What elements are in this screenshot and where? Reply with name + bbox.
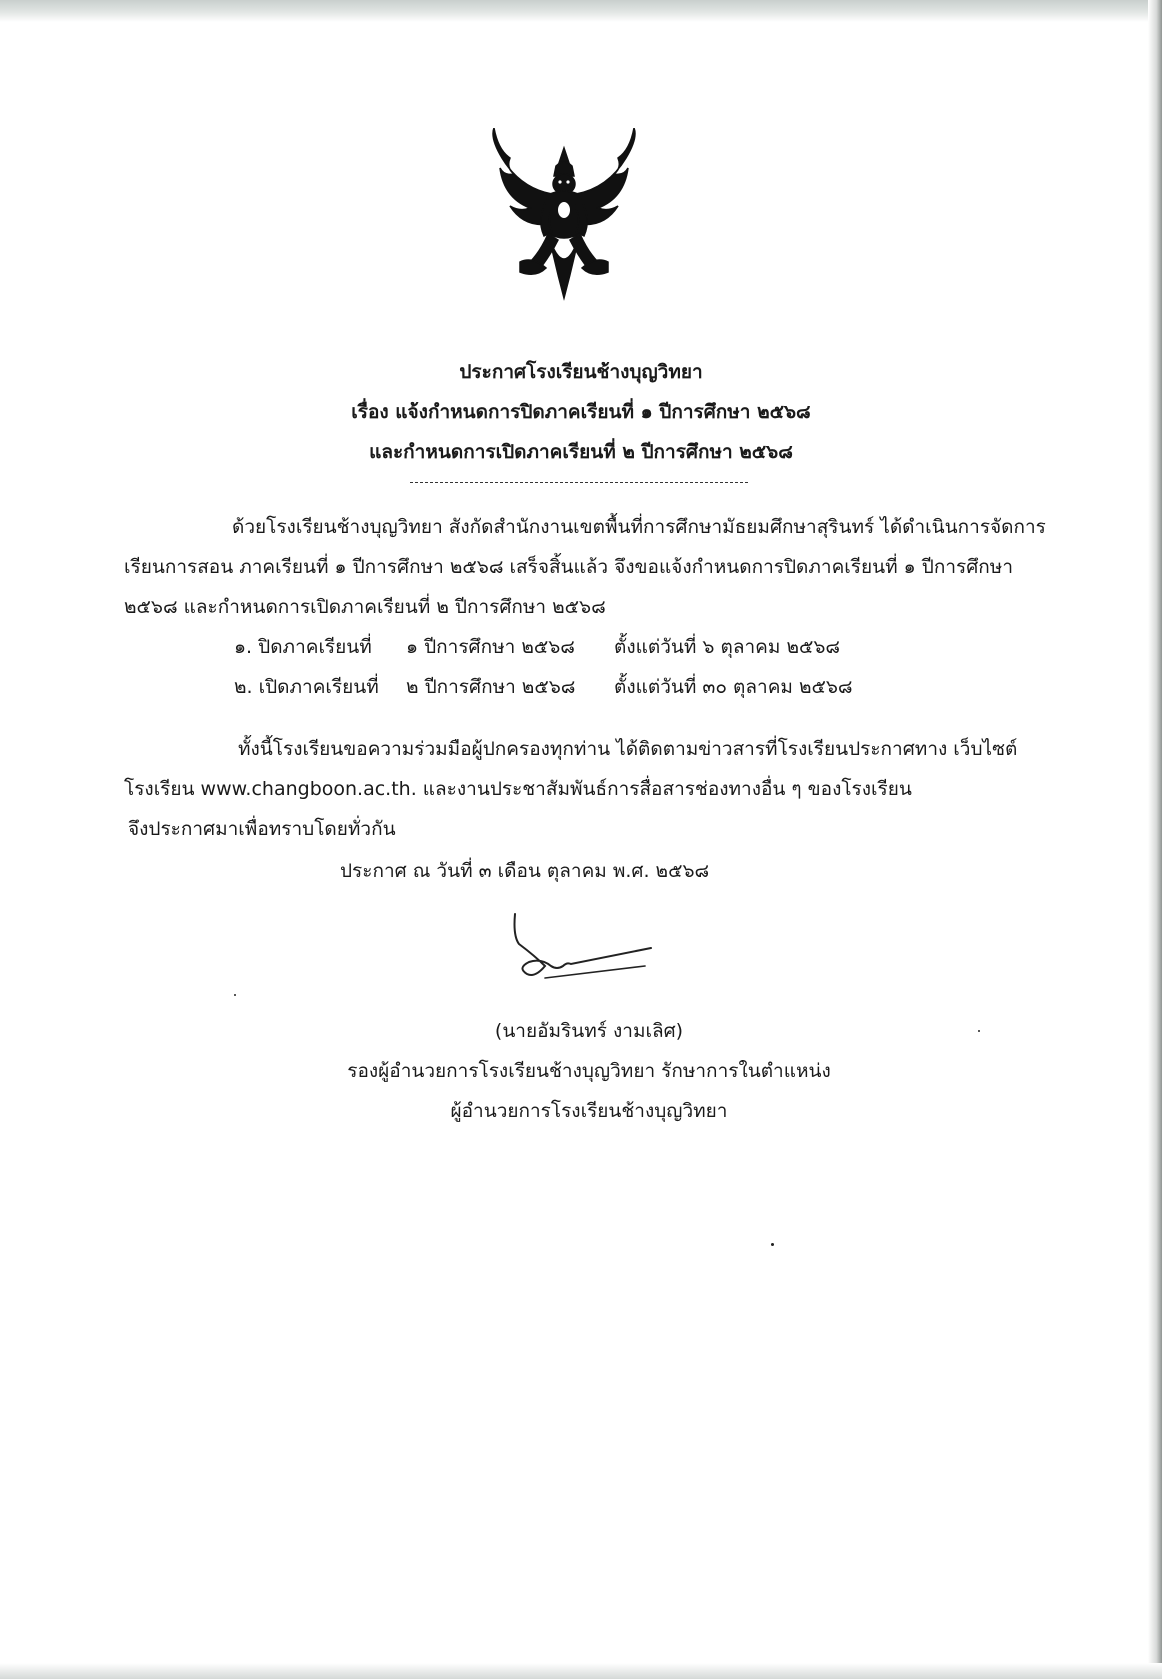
title-line-3: และกำหนดการเปิดภาคเรียนที่ ๒ ปีการศึกษา ๒๕๖๘ [369,441,793,463]
scan-bottom-edge [0,1663,1162,1679]
schedule-item-1-date: ตั้งแต่วันที่ ๖ ตุลาคม ๒๕๖๘ [614,636,841,658]
scan-speck [771,1243,774,1246]
title-divider [410,482,748,483]
schedule-item-2-term: ๒ ปีการศึกษา ๒๕๖๘ [406,676,576,698]
schedule-item-1-term: ๑ ปีการศึกษา ๒๕๖๘ [406,636,575,658]
announcement-title [0,352,1162,472]
scan-right-edge [1148,0,1162,1679]
signatory-position-1: รองผู้อำนวยการโรงเรียนช้างบุญวิทยา รักษาการในตำแหน่ง [347,1060,831,1082]
announcement-date: ประกาศ ณ วันที่ ๓ เดือน ตุลาคม พ.ศ. ๒๕๖๘ [340,860,710,882]
signatory-name: (นายอัมรินทร์ งามเลิศ) [494,1020,684,1042]
title-line-1: ประกาศโรงเรียนช้างบุญวิทยา [459,361,703,383]
paragraph-2-line-1: ทั้งนี้โรงเรียนขอความร่วมมือผู้ปกครองทุกท่าน ได้ติดตามข่าวสารที่โรงเรียนประกาศทาง เว็บไซต์ [238,738,1018,760]
scan-speck [234,994,236,996]
paragraph-2-line-2: โรงเรียน www.changboon.ac.th. และงานประชาสัมพันธ์การสื่อสารช่องทางอื่น ๆ ของโรงเรียน [124,778,912,800]
garuda-emblem-icon [480,128,648,310]
title-line-2: เรื่อง แจ้งกำหนดการปิดภาคเรียนที่ ๑ ปีการศึกษา ๒๕๖๘ [351,401,811,423]
signatory-position-2: ผู้อำนวยการโรงเรียนช้างบุญวิทยา [450,1100,728,1122]
paragraph-1-line-1: ด้วยโรงเรียนช้างบุญวิทยา สังกัดสำนักงานเขตพื้นที่การศึกษามัธยมศึกษาสุรินทร์ ได้ดำเนินการจัดการ [232,516,1046,538]
scan-speck [978,1030,980,1032]
handwritten-signature [505,912,655,992]
schedule-item-1-label: ๑. ปิดภาคเรียนที่ [234,636,372,658]
paragraph-1-line-3: ๒๕๖๘ และกำหนดการเปิดภาคเรียนที่ ๒ ปีการศึกษา ๒๕๖๘ [124,596,606,618]
paragraph-2-line-3: จึงประกาศมาเพื่อทราบโดยทั่วกัน [128,818,396,840]
paragraph-1-line-2: เรียนการสอน ภาคเรียนที่ ๑ ปีการศึกษา ๒๕๖๘ เสร็จสิ้นแล้ว จึงขอแจ้งกำหนดการปิดภาคเรียนที่ ๑ ปีการศึกษา [124,556,1013,578]
schedule-item-2-label: ๒. เปิดภาคเรียนที่ [234,676,379,698]
schedule-item-2-date: ตั้งแต่วันที่ ๓๐ ตุลาคม ๒๕๖๘ [614,676,853,698]
scan-top-edge [0,0,1162,22]
